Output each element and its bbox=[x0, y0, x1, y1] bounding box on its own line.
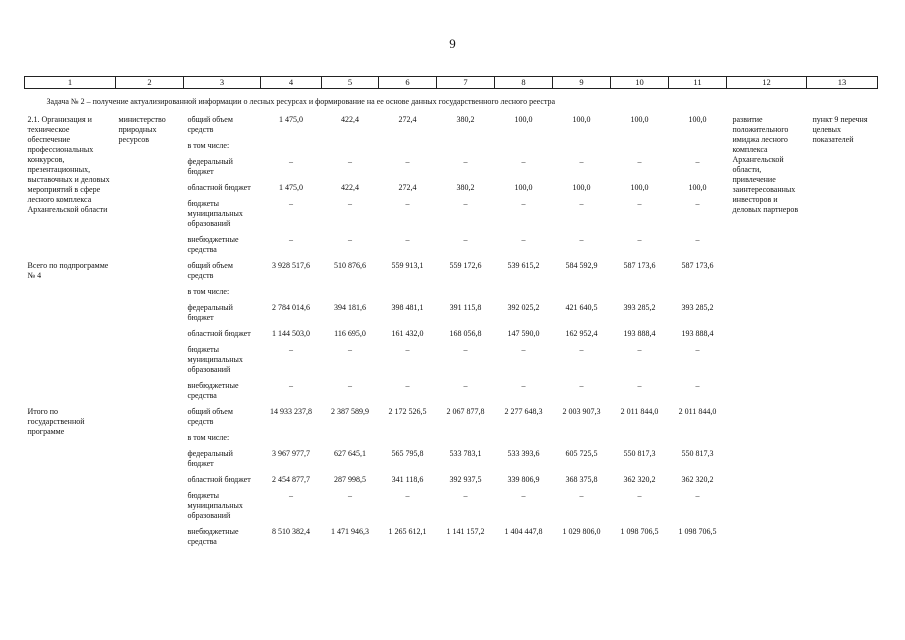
amount-cell: – bbox=[521, 157, 526, 166]
amount-cell: 2 067 877,8 bbox=[446, 407, 485, 416]
column-number: 9 bbox=[553, 77, 611, 89]
amount-cell: 627 645,1 bbox=[334, 449, 366, 458]
amount-cell: – bbox=[405, 381, 410, 390]
amount-cell bbox=[611, 284, 669, 300]
amount-cell bbox=[437, 138, 495, 154]
amount-cell: – bbox=[521, 381, 526, 390]
funding-source-label: общий объем средств bbox=[187, 407, 233, 426]
amount-cell: – bbox=[289, 381, 293, 390]
expected-result: развитие положительного имиджа лесного комплекса Архангельской области, привлечение заинтересованных инвесторов и деловых партнеров bbox=[732, 115, 799, 214]
amount-cell: – bbox=[348, 199, 352, 208]
funding-source-label: областной бюджет bbox=[187, 183, 251, 192]
amount-cell: 1 265 612,1 bbox=[388, 527, 427, 536]
amount-cell: 584 592,9 bbox=[565, 261, 598, 270]
amount-cell bbox=[553, 284, 611, 300]
amount-cell: 1 098 706,5 bbox=[620, 527, 659, 536]
amount-cell: – bbox=[521, 235, 526, 244]
amount-cell: 550 817,3 bbox=[681, 449, 714, 458]
amount-cell: 393 285,2 bbox=[681, 303, 714, 312]
amount-cell: 422,4 bbox=[341, 115, 359, 124]
funding-source-label: в том числе: bbox=[187, 433, 230, 442]
amount-cell: 380,2 bbox=[456, 183, 475, 192]
amount-cell: 362 320,2 bbox=[681, 475, 714, 484]
funding-source-label: внебюджетные средства bbox=[187, 527, 239, 546]
executor bbox=[116, 404, 184, 550]
amount-cell: 2 277 648,3 bbox=[504, 407, 543, 416]
amount-cell: 559 913,1 bbox=[391, 261, 424, 270]
funding-source-label: федеральный бюджет bbox=[187, 157, 233, 176]
amount-cell: 2 387 589,9 bbox=[331, 407, 369, 416]
amount-cell bbox=[322, 284, 379, 300]
funding-source-label: внебюджетные средства bbox=[187, 381, 239, 400]
amount-cell: – bbox=[348, 381, 352, 390]
amount-cell: 510 876,6 bbox=[334, 261, 366, 270]
column-number: 5 bbox=[322, 77, 379, 89]
amount-cell: 100,0 bbox=[688, 115, 707, 124]
amount-cell: – bbox=[695, 157, 700, 166]
amount-cell: 8 510 382,4 bbox=[272, 527, 310, 536]
amount-cell: – bbox=[463, 235, 468, 244]
amount-cell: – bbox=[405, 157, 410, 166]
amount-cell: 533 783,1 bbox=[449, 449, 482, 458]
amount-cell: – bbox=[579, 235, 584, 244]
amount-cell: 587 173,6 bbox=[623, 261, 656, 270]
funding-source-label: внебюджетные средства bbox=[187, 235, 239, 254]
amount-cell bbox=[322, 138, 379, 154]
funding-source-label: общий объем средств bbox=[187, 261, 233, 280]
amount-cell: 605 725,5 bbox=[565, 449, 598, 458]
amount-cell: – bbox=[463, 345, 468, 354]
amount-cell: 565 795,8 bbox=[391, 449, 424, 458]
amount-cell: 2 784 014,6 bbox=[272, 303, 310, 312]
amount-cell bbox=[611, 138, 669, 154]
amount-cell: – bbox=[289, 199, 293, 208]
block-name: Итого по государственной программе bbox=[27, 407, 85, 436]
amount-cell: 1 029 806,0 bbox=[562, 527, 601, 536]
amount-cell: 380,2 bbox=[456, 115, 475, 124]
amount-cell bbox=[495, 138, 553, 154]
amount-cell: – bbox=[637, 235, 642, 244]
amount-cell: 100,0 bbox=[572, 115, 591, 124]
amount-cell: – bbox=[405, 235, 410, 244]
amount-cell: 368 375,8 bbox=[565, 475, 598, 484]
amount-cell: 2 011 844,0 bbox=[678, 407, 717, 416]
task-row bbox=[25, 89, 878, 113]
amount-cell bbox=[553, 138, 611, 154]
amount-cell: 392 025,2 bbox=[507, 303, 540, 312]
amount-cell: 100,0 bbox=[572, 183, 591, 192]
block-name: Всего по подпрограмме № 4 bbox=[27, 261, 109, 280]
amount-cell bbox=[379, 138, 437, 154]
funding-source-label: в том числе: bbox=[187, 287, 230, 296]
amount-cell: – bbox=[695, 199, 700, 208]
column-number: 7 bbox=[437, 77, 495, 89]
amount-cell: – bbox=[579, 157, 584, 166]
amount-cell: 147 590,0 bbox=[507, 329, 540, 338]
expected-result bbox=[727, 258, 807, 404]
amount-cell: – bbox=[463, 199, 468, 208]
funding-source-label: общий объем средств bbox=[187, 115, 233, 134]
amount-cell: – bbox=[348, 157, 352, 166]
amount-cell: 392 937,5 bbox=[449, 475, 482, 484]
amount-cell: 550 817,3 bbox=[623, 449, 656, 458]
amount-cell: 287 998,5 bbox=[334, 475, 366, 484]
target-indicator: пункт 9 перечня целевых показателей bbox=[812, 115, 868, 144]
amount-cell: 1 141 157,2 bbox=[446, 527, 485, 536]
amount-cell: 100,0 bbox=[514, 183, 533, 192]
amount-cell bbox=[669, 138, 727, 154]
amount-cell: – bbox=[637, 199, 642, 208]
amount-cell: 559 172,6 bbox=[449, 261, 482, 270]
amount-cell: 587 173,6 bbox=[681, 261, 714, 270]
amount-cell bbox=[495, 430, 553, 446]
amount-cell: 161 432,0 bbox=[391, 329, 424, 338]
amount-cell: 100,0 bbox=[630, 115, 649, 124]
amount-cell: 1 144 503,0 bbox=[272, 329, 310, 338]
amount-cell: – bbox=[579, 345, 584, 354]
amount-cell: – bbox=[695, 491, 700, 500]
amount-cell: – bbox=[579, 381, 584, 390]
table-row bbox=[25, 112, 878, 138]
amount-cell: – bbox=[405, 199, 410, 208]
amount-cell bbox=[261, 430, 322, 446]
amount-cell: – bbox=[637, 157, 642, 166]
table-row bbox=[25, 258, 878, 284]
amount-cell: – bbox=[463, 491, 468, 500]
amount-cell: – bbox=[463, 381, 468, 390]
table-row bbox=[25, 404, 878, 430]
amount-cell bbox=[322, 430, 379, 446]
amount-cell: 533 393,6 bbox=[507, 449, 540, 458]
column-number: 3 bbox=[184, 77, 261, 89]
expected-result bbox=[727, 404, 807, 550]
amount-cell bbox=[669, 284, 727, 300]
amount-cell: – bbox=[348, 345, 352, 354]
amount-cell: 272,4 bbox=[398, 183, 417, 192]
amount-cell bbox=[437, 430, 495, 446]
amount-cell bbox=[261, 138, 322, 154]
funding-source-label: бюджеты муниципальных образований bbox=[187, 345, 243, 374]
amount-cell bbox=[379, 430, 437, 446]
amount-cell: 168 056,8 bbox=[449, 329, 482, 338]
column-number: 8 bbox=[495, 77, 553, 89]
amount-cell: 162 952,4 bbox=[565, 329, 598, 338]
budget-table bbox=[24, 76, 878, 550]
funding-source-label: областной бюджет bbox=[187, 475, 251, 484]
task-title: Задача № 2 – получение актуализированной информации о лесных ресурсах и формирование на ее основе данных государственного лесного реестра bbox=[46, 97, 556, 106]
amount-cell bbox=[611, 430, 669, 446]
amount-cell: 393 285,2 bbox=[623, 303, 656, 312]
amount-cell: 2 454 877,7 bbox=[272, 475, 310, 484]
amount-cell: – bbox=[405, 345, 410, 354]
target-indicator bbox=[807, 258, 878, 404]
amount-cell: – bbox=[289, 491, 293, 500]
amount-cell: – bbox=[695, 345, 700, 354]
amount-cell: – bbox=[579, 491, 584, 500]
amount-cell: – bbox=[521, 491, 526, 500]
page-number: 9 bbox=[449, 36, 456, 51]
amount-cell: – bbox=[579, 199, 584, 208]
amount-cell: 1 098 706,5 bbox=[678, 527, 717, 536]
amount-cell: – bbox=[637, 491, 642, 500]
amount-cell: 3 967 977,7 bbox=[272, 449, 310, 458]
amount-cell: 1 475,0 bbox=[279, 183, 303, 192]
amount-cell: – bbox=[637, 381, 642, 390]
amount-cell: 272,4 bbox=[398, 115, 417, 124]
amount-cell: 100,0 bbox=[688, 183, 707, 192]
amount-cell: 1 475,0 bbox=[279, 115, 303, 124]
amount-cell: 339 806,9 bbox=[507, 475, 540, 484]
column-number: 4 bbox=[261, 77, 322, 89]
amount-cell: 1 404 447,8 bbox=[504, 527, 543, 536]
column-number: 1 bbox=[25, 77, 116, 89]
executor bbox=[116, 258, 184, 404]
amount-cell: – bbox=[289, 235, 293, 244]
column-number: 11 bbox=[669, 77, 727, 89]
amount-cell: 193 888,4 bbox=[681, 329, 714, 338]
amount-cell: – bbox=[521, 199, 526, 208]
amount-cell: 391 115,8 bbox=[449, 303, 482, 312]
amount-cell bbox=[495, 284, 553, 300]
amount-cell: 539 615,2 bbox=[507, 261, 540, 270]
funding-source-label: федеральный бюджет bbox=[187, 449, 233, 468]
funding-source-label: областной бюджет bbox=[187, 329, 251, 338]
column-number: 10 bbox=[611, 77, 669, 89]
amount-cell: – bbox=[463, 157, 468, 166]
amount-cell bbox=[669, 430, 727, 446]
amount-cell bbox=[261, 284, 322, 300]
amount-cell: 100,0 bbox=[630, 183, 649, 192]
amount-cell bbox=[379, 284, 437, 300]
column-number: 12 bbox=[727, 77, 807, 89]
column-number-row bbox=[25, 77, 878, 89]
amount-cell: – bbox=[348, 235, 352, 244]
amount-cell: 394 181,6 bbox=[334, 303, 366, 312]
column-number: 13 bbox=[807, 77, 878, 89]
funding-source-label: бюджеты муниципальных образований bbox=[187, 199, 243, 228]
amount-cell: 362 320,2 bbox=[623, 475, 656, 484]
funding-source-label: бюджеты муниципальных образований bbox=[187, 491, 243, 520]
amount-cell: – bbox=[405, 491, 410, 500]
amount-cell bbox=[553, 430, 611, 446]
block-name: 2.1. Организация и техническое обеспечение профессиональных конкурсов, презентационных, выставочных и деловых мероприятий в сфере лесного комплекса Архангельской области bbox=[27, 115, 110, 214]
executor: министерство природных ресурсов bbox=[118, 115, 166, 144]
column-number: 2 bbox=[116, 77, 184, 89]
amount-cell: – bbox=[289, 345, 293, 354]
amount-cell bbox=[437, 284, 495, 300]
amount-cell: 3 928 517,6 bbox=[272, 261, 310, 270]
amount-cell: 116 695,0 bbox=[334, 329, 366, 338]
amount-cell: 398 481,1 bbox=[391, 303, 424, 312]
amount-cell: – bbox=[695, 381, 700, 390]
column-number: 6 bbox=[379, 77, 437, 89]
amount-cell: – bbox=[637, 345, 642, 354]
amount-cell: – bbox=[348, 491, 352, 500]
amount-cell: 421 640,5 bbox=[565, 303, 598, 312]
amount-cell: 14 933 237,8 bbox=[270, 407, 312, 416]
funding-source-label: в том числе: bbox=[187, 141, 230, 150]
amount-cell: 100,0 bbox=[514, 115, 533, 124]
funding-source-label: федеральный бюджет bbox=[187, 303, 233, 322]
target-indicator bbox=[807, 404, 878, 550]
amount-cell: 2 011 844,0 bbox=[620, 407, 659, 416]
amount-cell: 1 471 946,3 bbox=[331, 527, 369, 536]
amount-cell: – bbox=[289, 157, 293, 166]
amount-cell: 2 003 907,3 bbox=[562, 407, 601, 416]
amount-cell: 422,4 bbox=[341, 183, 359, 192]
amount-cell: – bbox=[695, 235, 700, 244]
amount-cell: 193 888,4 bbox=[623, 329, 656, 338]
amount-cell: 341 118,6 bbox=[391, 475, 424, 484]
amount-cell: 2 172 526,5 bbox=[388, 407, 427, 416]
amount-cell: – bbox=[521, 345, 526, 354]
